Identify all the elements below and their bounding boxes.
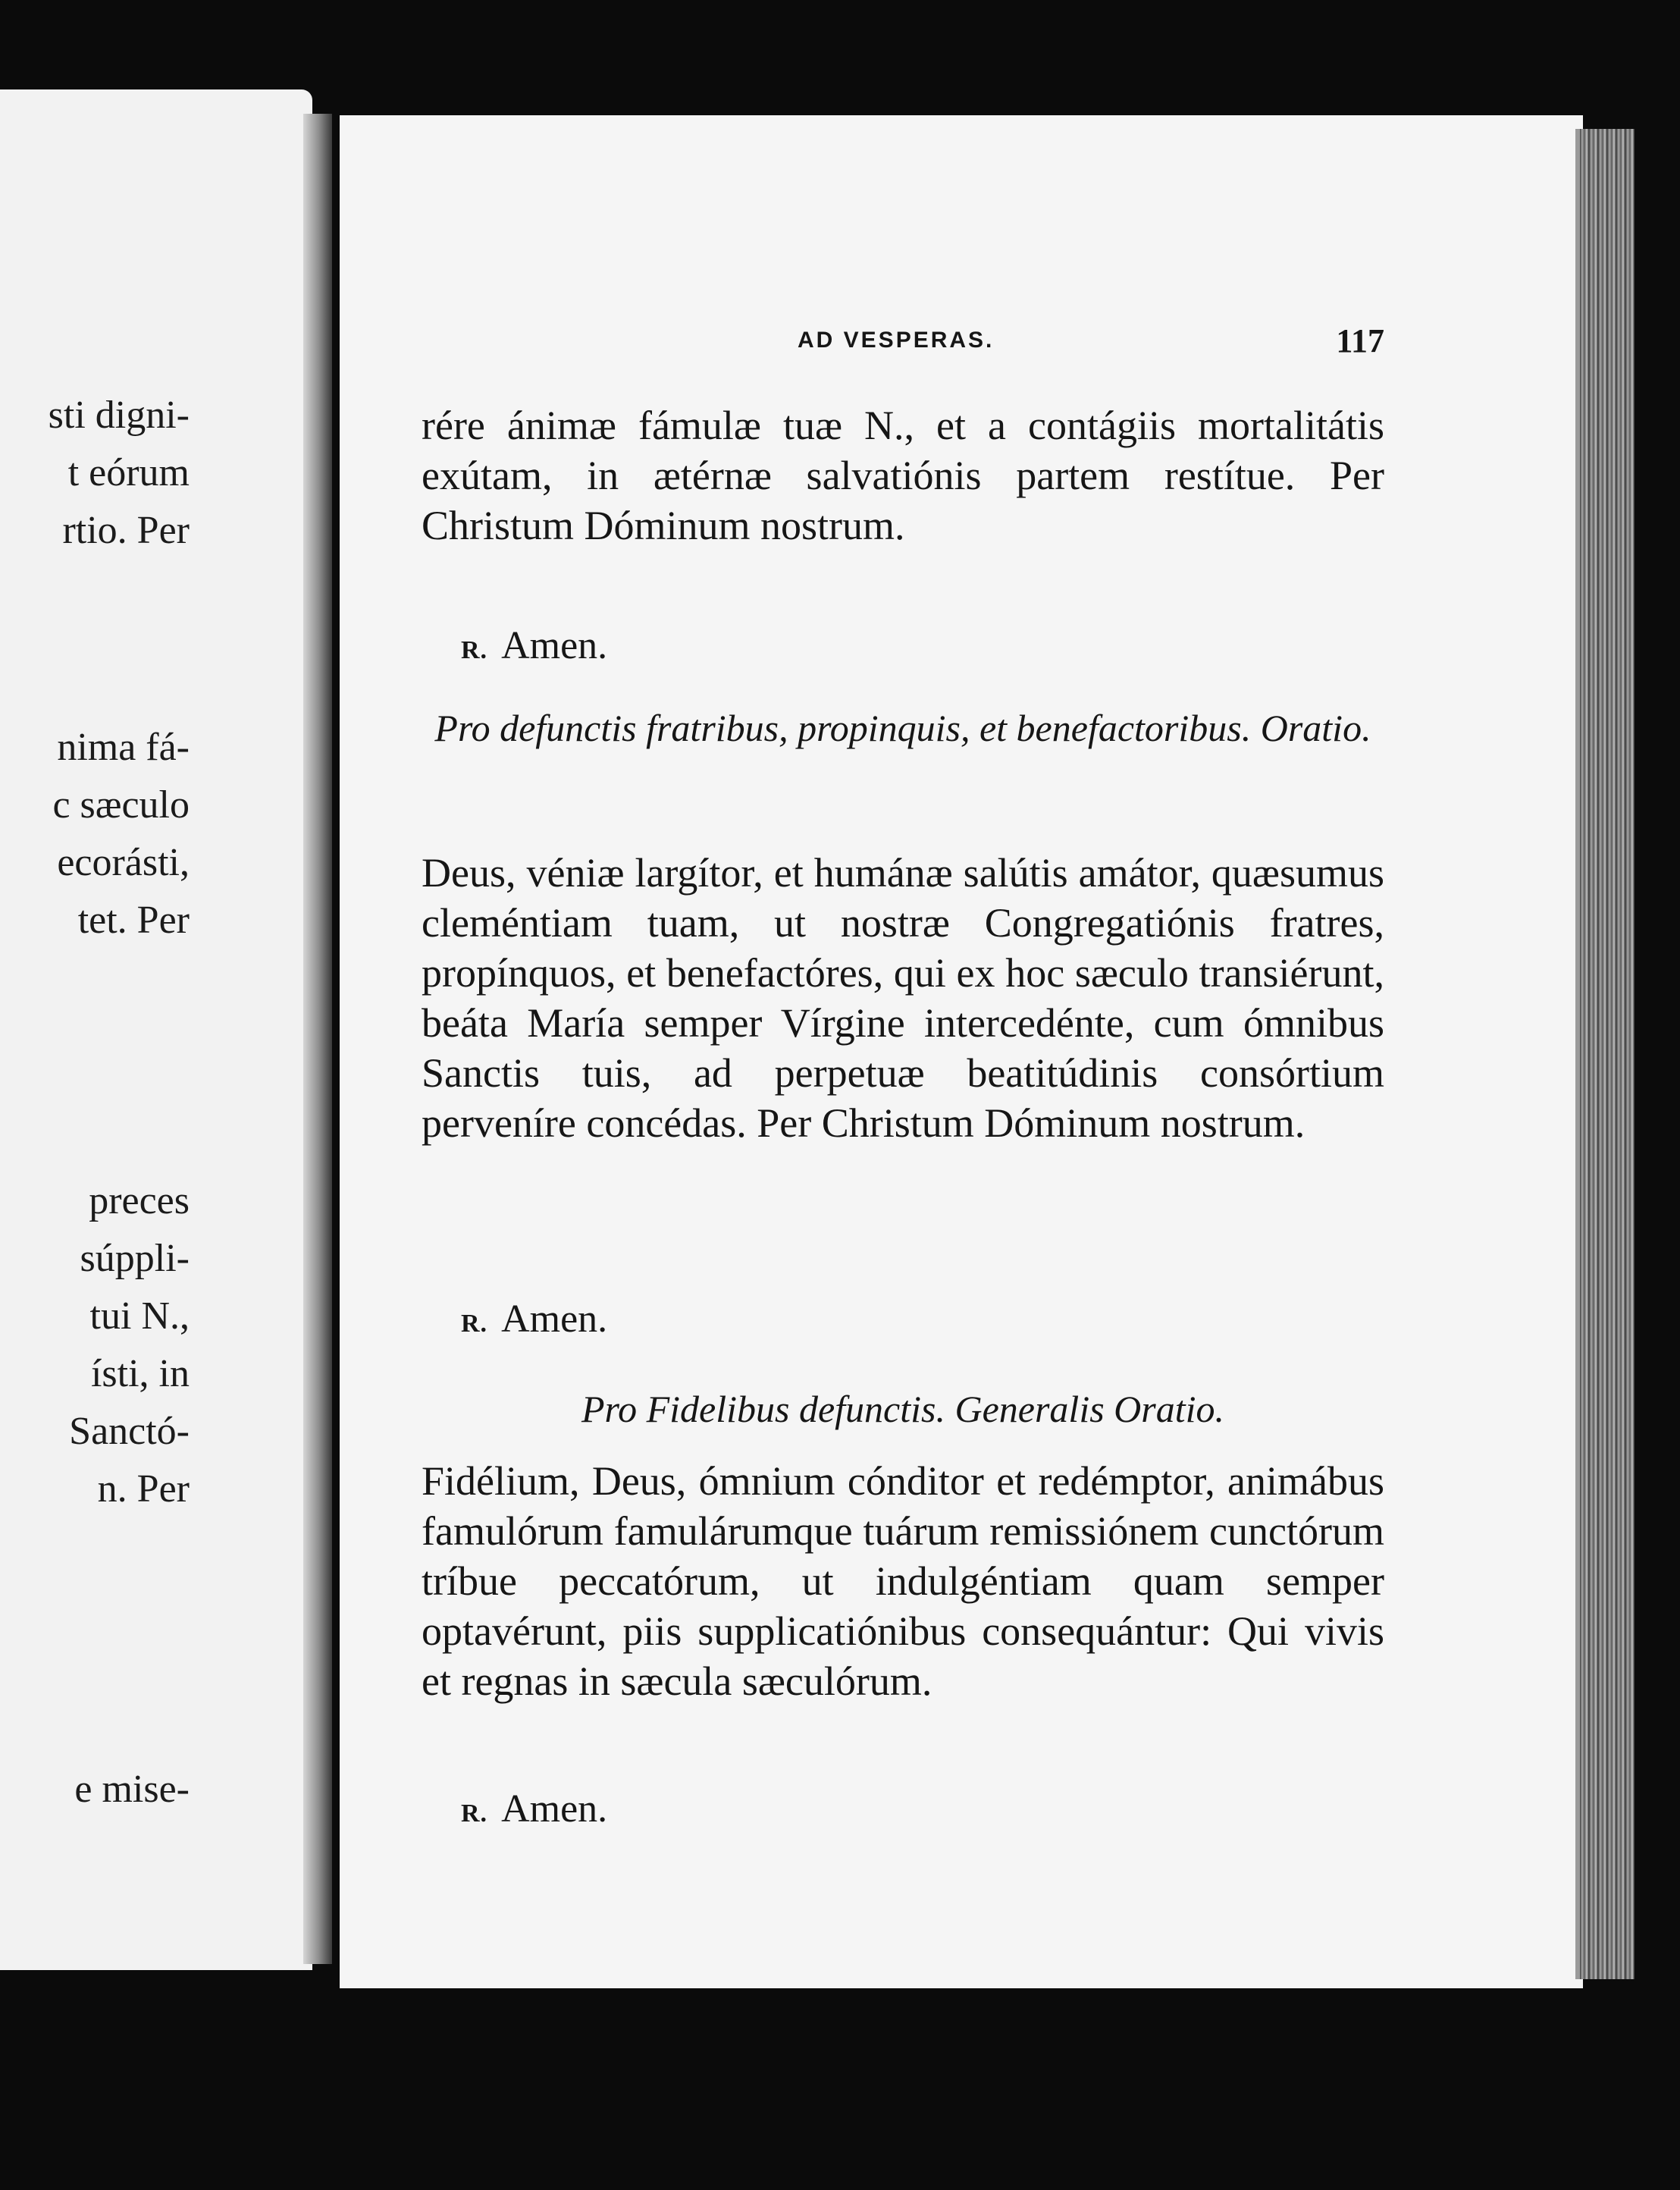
response-amen-1: [461, 623, 607, 668]
response-marker: R.: [461, 1799, 488, 1828]
prayer-fidelium-deus: Fidélium, Deus, ómnium cónditor et redémptor, animábus famulórum famulárumque tuárum remissiónem cunctórum tríbue peccatórum, ut indulgéntiam quam semper optavérunt, piis supplicatiónibus consequántur: Qui vivis et regnas in sæcula sæculórum.: [422, 1458, 1384, 1704]
left-line: súppli-: [80, 1237, 190, 1280]
page-number: 117: [1336, 322, 1384, 359]
book-gutter: [303, 114, 332, 1964]
response-marker: R.: [461, 1310, 488, 1338]
running-title: AD VESPERAS.: [798, 328, 995, 353]
response-text: Amen.: [501, 1297, 608, 1341]
left-line: ísti, in: [90, 1352, 190, 1395]
rubric-fidelibus-defunctis: Pro Fidelibus defunctis. Generalis Oratio.: [581, 1388, 1225, 1430]
response-amen-2: [461, 1297, 607, 1341]
left-line: tui N.,: [89, 1294, 190, 1338]
left-line: t eórum: [67, 451, 190, 494]
left-line: n. Per: [97, 1467, 190, 1511]
left-line: tet. Per: [77, 899, 190, 942]
left-line: Sanctó-: [69, 1410, 190, 1453]
rubric-defunctis-fratribus: Pro defunctis fratribus, propinquis, et benefactoribus. Oratio.: [434, 707, 1371, 749]
prayer-deus-veniae: Deus, véniæ largítor, et humánæ salútis amátor, quæsumus cleméntiam tuam, ut nostræ Congregatiónis fratres, propínquos, et benefactóres, qui ex hoc sæculo transiérunt, beáta María semper Vírgine intercedénte, cum ómnibus Sanctis tuis, ad perpetuæ beatitúdinis consórtium perveníre concédas. Per Christum Dóminum nostrum.: [422, 850, 1384, 1146]
response-text: Amen.: [501, 1787, 608, 1831]
left-page: [0, 89, 312, 1970]
running-head: [422, 322, 1384, 367]
page-edges: [1575, 129, 1635, 1979]
left-line: preces: [89, 1179, 190, 1222]
left-line: ecorásti,: [57, 841, 190, 884]
left-line: c sæculo: [52, 783, 190, 827]
left-line: e mise-: [74, 1768, 190, 1811]
response-amen-3: [461, 1787, 607, 1831]
response-text: Amen.: [501, 624, 608, 667]
left-line: nima fá-: [57, 726, 190, 769]
opening-paragraph: rére ánimæ fámulæ tuæ N., et a contágiis mortalitátis exútam, in ætérnæ salvatiónis partem restítue. Per Christum Dóminum nostrum.: [422, 403, 1384, 548]
left-line: sti digni-: [48, 394, 190, 437]
response-marker: R.: [461, 636, 488, 664]
left-line: rtio. Per: [62, 509, 190, 552]
